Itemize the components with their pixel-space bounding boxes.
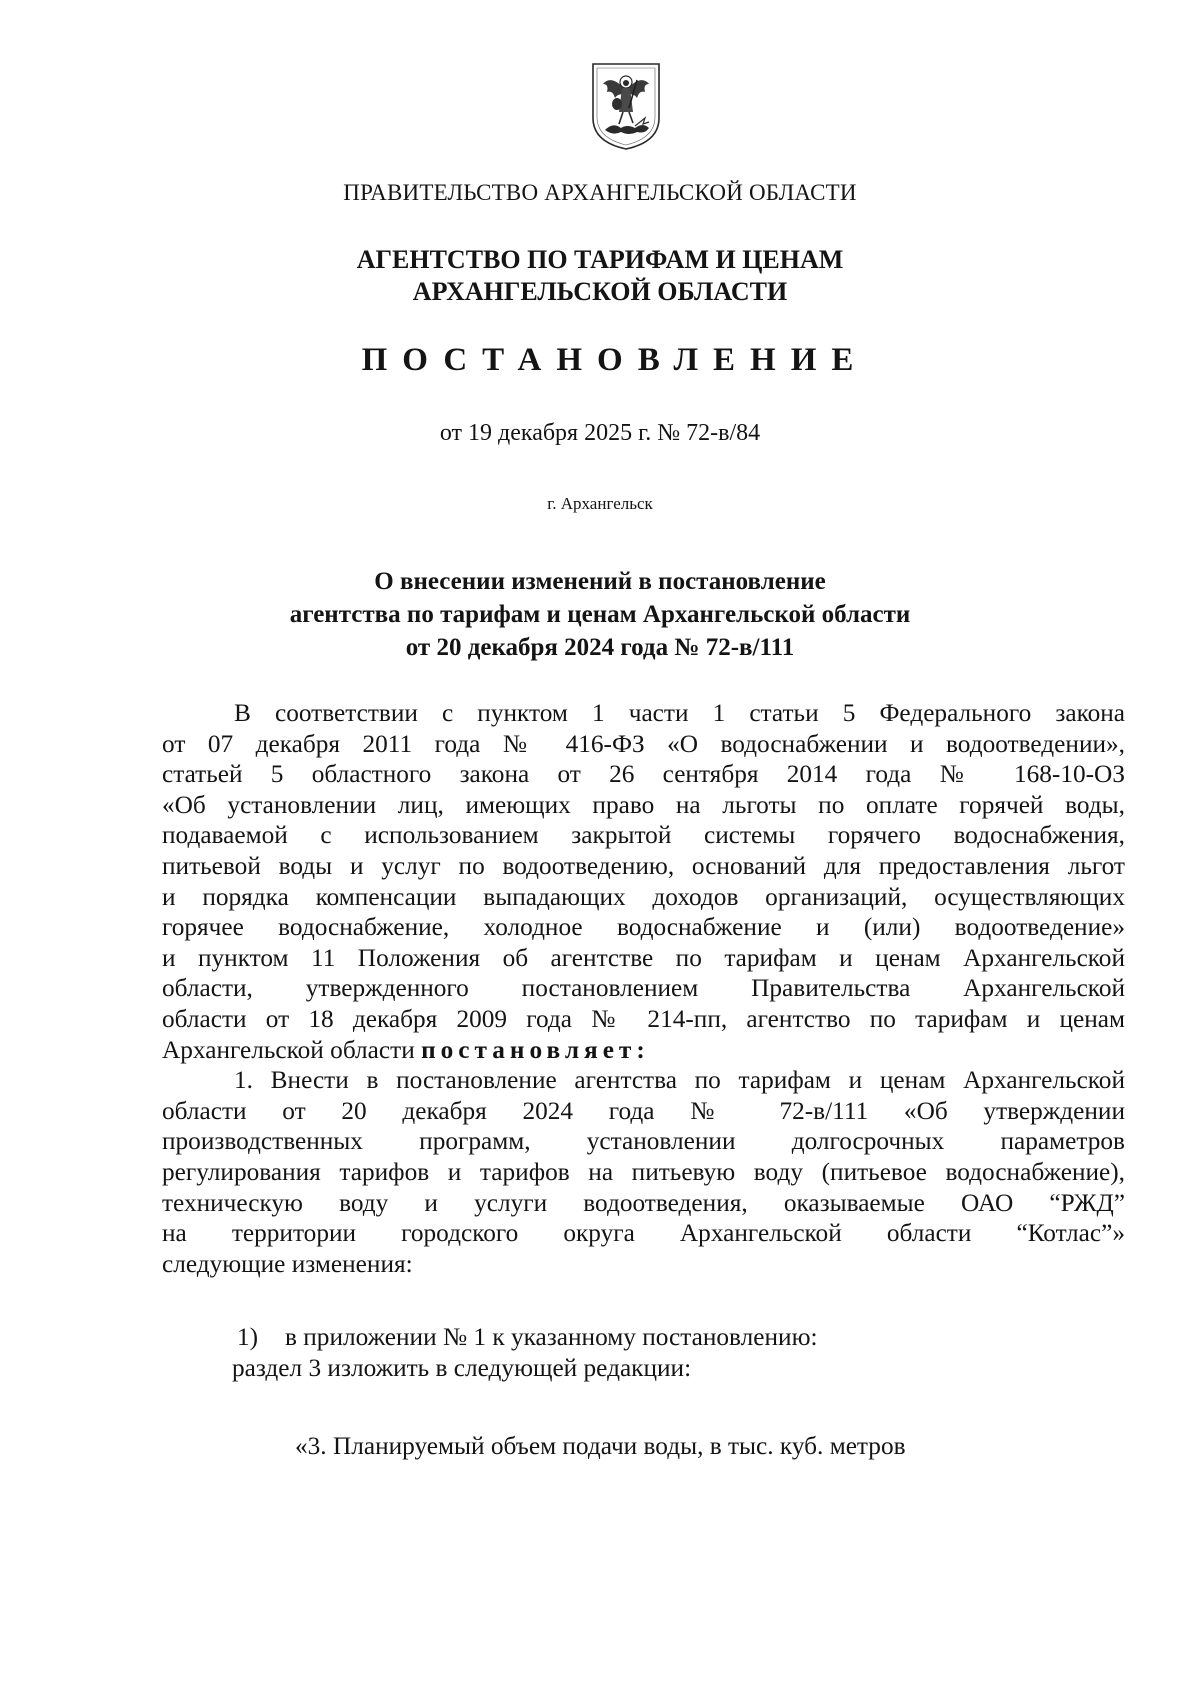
preamble-line: и пунктом 11 Положения об агентстве по тарифам и ценам Архангельской	[162, 943, 1125, 972]
subject-line3: от 20 декабря 2024 года № 72-в/111	[405, 634, 795, 661]
coat-of-arms-icon	[589, 60, 663, 152]
subject-line1: О внесении изменений в постановление	[374, 568, 826, 595]
clause1-line: на территории городского округа Архангельской области “Котлас”»	[162, 1219, 1125, 1248]
document-date-number: от 19 декабря 2025 г. № 72-в/84	[439, 420, 761, 446]
document-type-title: ПОСТАНОВЛЕНИЕ	[361, 342, 869, 378]
clause1-line: 1. Внести в постановление агентства по тарифам и ценам Архангельской	[234, 1066, 1125, 1095]
preamble-line: статьей 5 областного закона от 26 сентября 2014 года № 168-10-ОЗ	[162, 760, 1125, 789]
decree-word: постановляет:	[421, 1035, 650, 1064]
preamble-line: В соответствии с пунктом 1 части 1 статьи 5 Федерального закона	[234, 699, 1125, 727]
preamble-line: горячее водоснабжение, холодное водоснабжение и (или) водоотведение»	[162, 913, 1125, 942]
clause1-line: области от 20 декабря 2024 года № 72-в/111 «Об утверждении	[162, 1096, 1125, 1125]
government-name: ПРАВИТЕЛЬСТВО АРХАНГЕЛЬСКОЙ ОБЛАСТИ	[343, 180, 857, 205]
preamble-line: от 07 декабря 2011 года № 416-ФЗ «О водоснабжении и водоотведении»,	[162, 729, 1125, 758]
subitem-text: в приложении № 1 к указанному постановлению:	[285, 1323, 818, 1351]
document-body	[162, 698, 1125, 1279]
agency-name	[0, 244, 1200, 308]
agency-name-line2: АРХАНГЕЛЬСКОЙ ОБЛАСТИ	[412, 277, 788, 306]
clause1-line: производственных программ, установлении долгосрочных параметров	[162, 1127, 1125, 1156]
preamble-last-text: Архангельской области	[162, 1035, 415, 1064]
document-subject	[0, 565, 1200, 664]
document-city: г. Архангельск	[547, 494, 653, 513]
clause1-last-line: следующие изменения:	[162, 1249, 413, 1278]
preamble-last-line	[162, 1035, 1125, 1066]
agency-name-line1: АГЕНТСТВО ПО ТАРИФАМ И ЦЕНАМ	[356, 245, 844, 274]
preamble-line: питьевой воды и услуг по водоотведению, оснований для предоставления льгот	[162, 851, 1125, 880]
preamble-line: «Об установлении лиц, имеющих право на льготы по оплате горячей воды,	[162, 790, 1125, 819]
preamble-line: области, утвержденного постановлением Правительства Архангельской	[162, 974, 1125, 1003]
clause1-line: техническую воду и услуги водоотведения, оказываемые ОАО “РЖД”	[162, 1188, 1125, 1217]
subject-line2: агентства по тарифам и ценам Архангельской области	[289, 601, 911, 628]
section-instruction: раздел 3 изложить в следующей редакции:	[232, 1354, 692, 1382]
preamble-line: области от 18 декабря 2009 года № 214-пп, агентство по тарифам и ценам	[162, 1004, 1125, 1033]
preamble-line: и порядка компенсации выпадающих доходов организаций, осуществляющих	[162, 882, 1125, 911]
section3-title: «3. Планируемый объем подачи воды, в тыс. куб. метров	[295, 1432, 906, 1460]
clause1-line: регулирования тарифов и тарифов на питьевую воду (питьевое водоснабжение),	[162, 1157, 1125, 1186]
subitem-number: 1)	[237, 1323, 259, 1351]
preamble-line: подаваемой с использованием закрытой системы горячего водоснабжения,	[162, 821, 1125, 850]
